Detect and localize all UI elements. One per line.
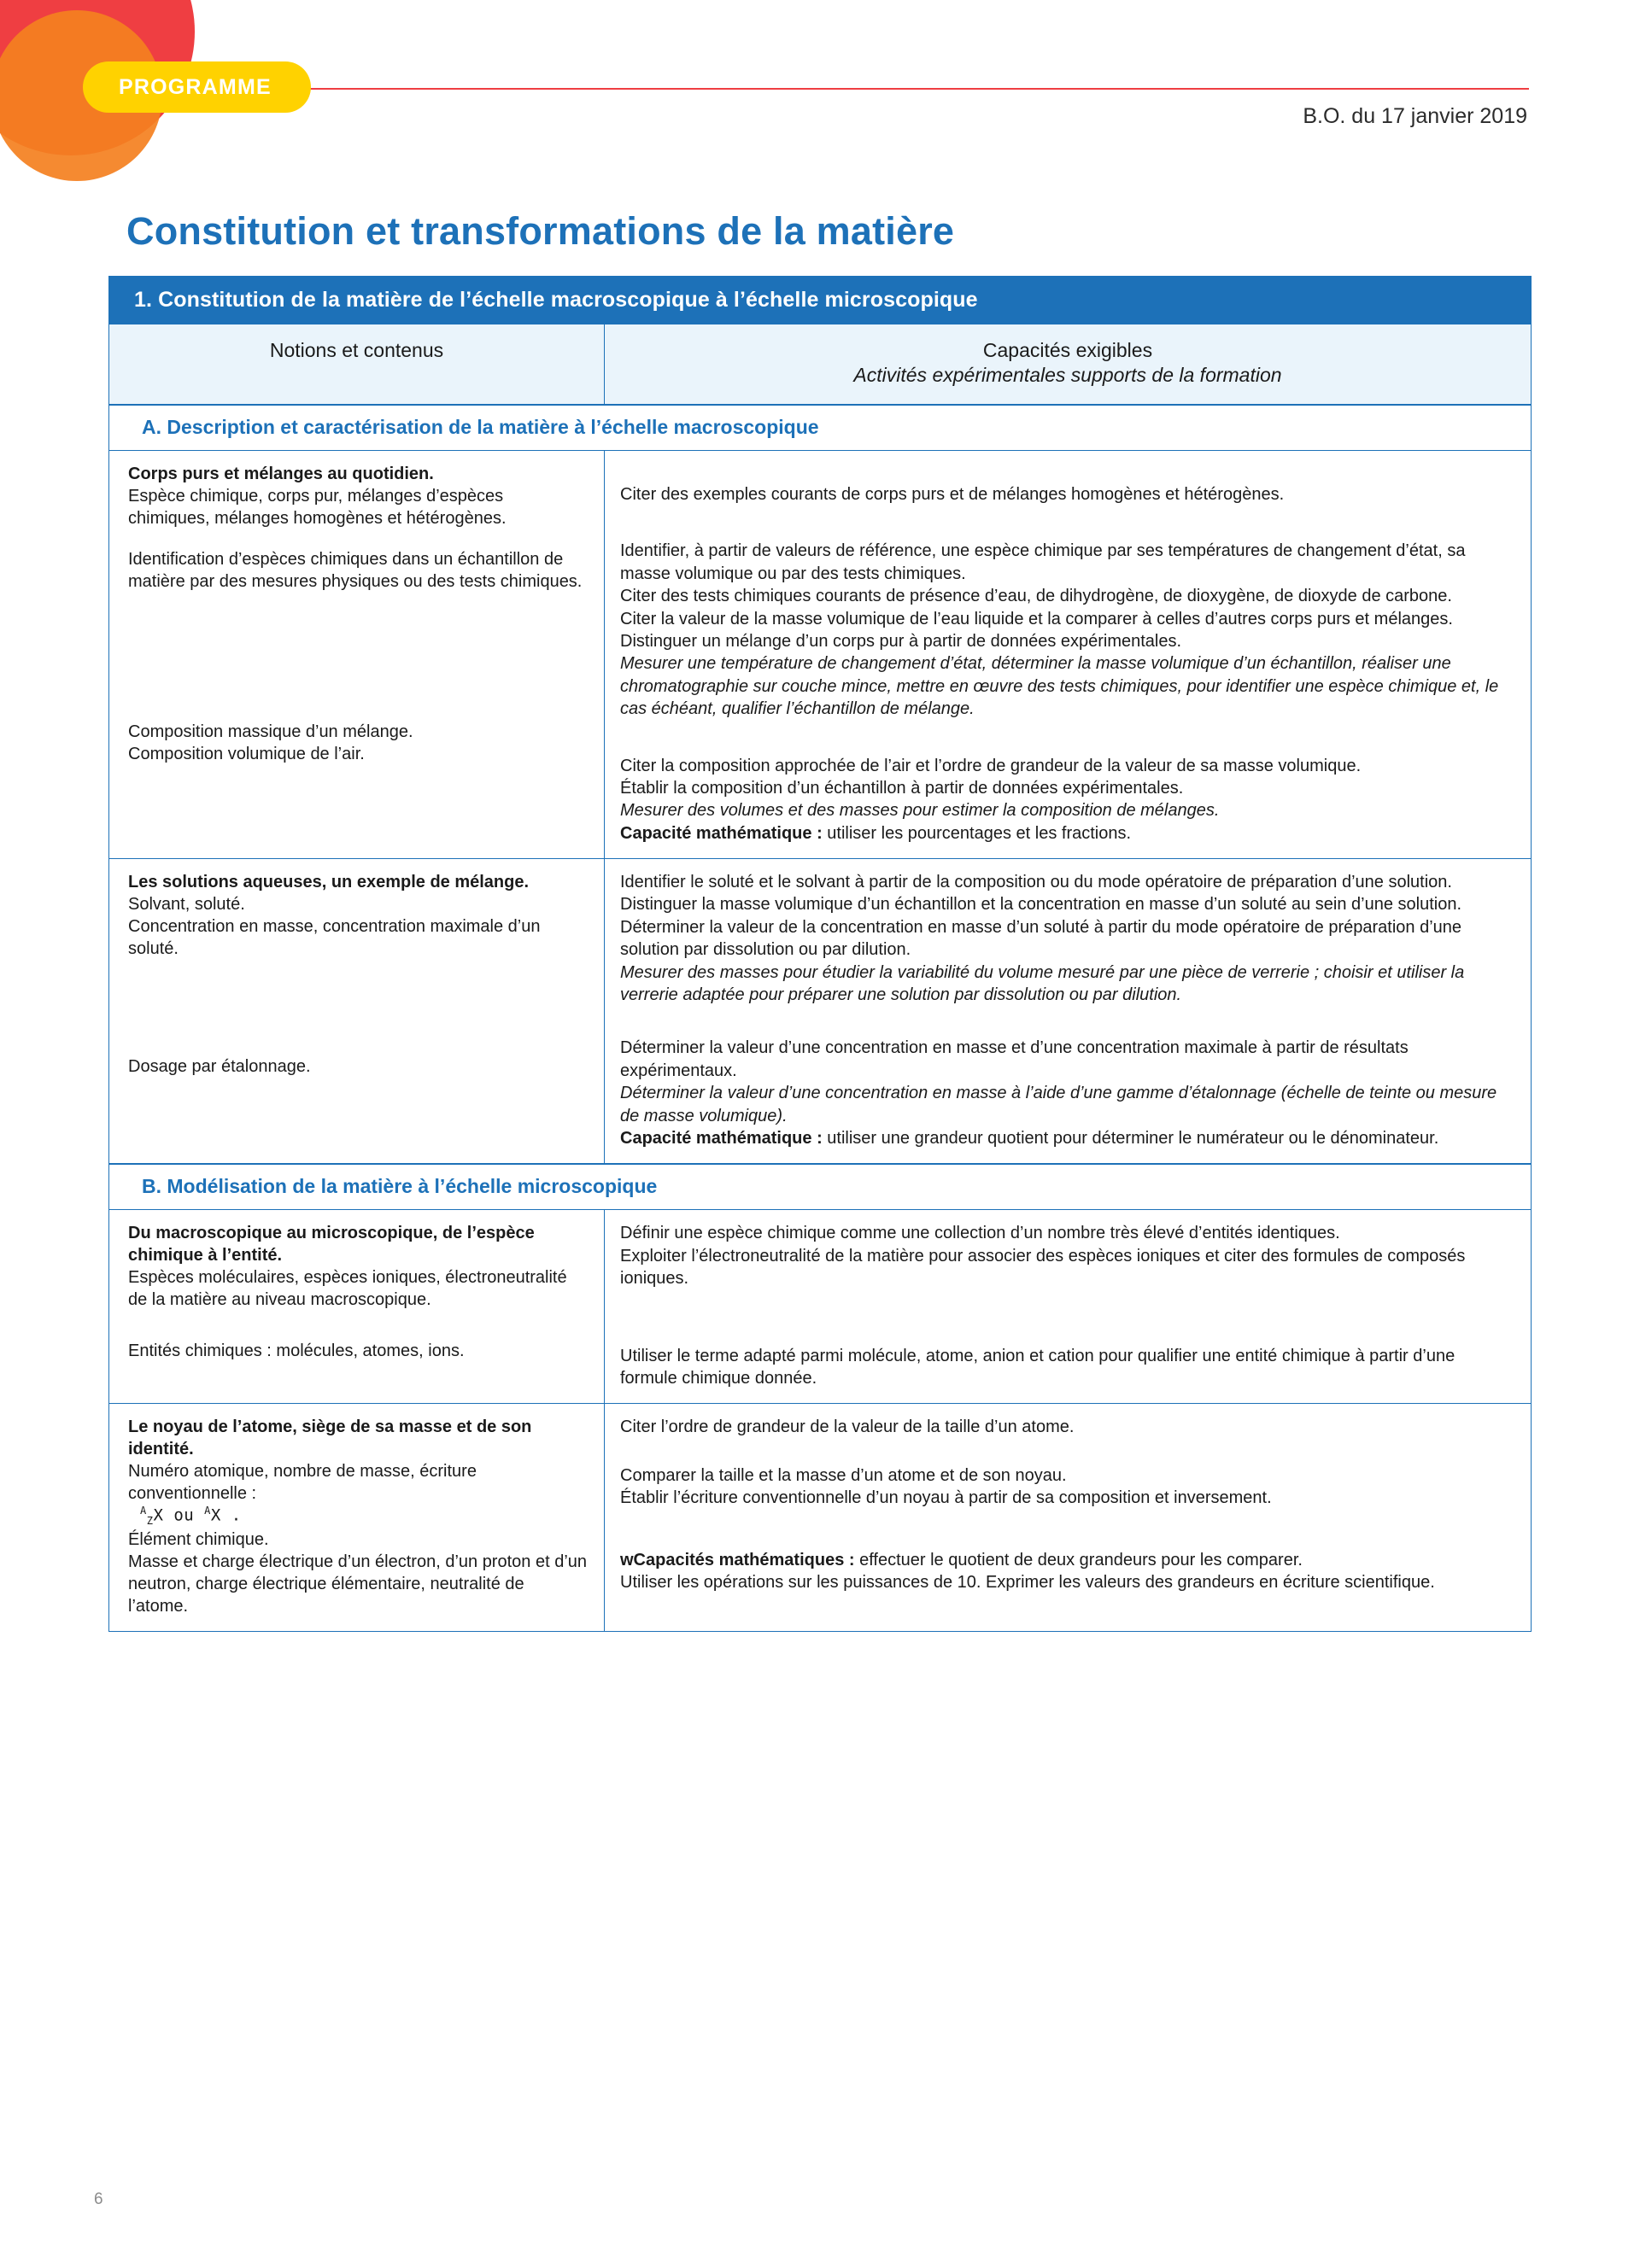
capacite-line-italic: Mesurer des masses pour étudier la variabilité du volume mesuré par une pièce de verrerie ; choisir et utiliser la verrerie adaptée pour préparer une solution par dissolution ou par dilution. [620,962,1465,1005]
notion-line: Espèces moléculaires, espèces ioniques, électroneutralité de la matière au niveau macroscopique. [128,1268,567,1310]
notion-line: Élément chimique. [128,1530,269,1550]
column-header-capacites-line1: Capacités exigibles [982,339,1153,361]
notions-cell [109,1210,605,1403]
math-text: utiliser les pourcentages et les fractions. [822,823,1132,843]
header-divider-line [308,88,1529,90]
section-heading-b: B. Modélisation de la matière à l’échelle microscopique [109,1164,1531,1210]
capacite-line: Citer des exemples courants de corps purs et de mélanges homogènes et hétérogènes. [620,485,1285,504]
notion-block [128,548,589,593]
notion-block [128,871,589,960]
notion-line: Les solutions aqueuses, un exemple de mélange. [128,873,530,892]
notion-line: Concentration en masse, concentration maximale d’un soluté. [128,917,541,959]
table-row [109,1404,1531,1631]
capacite-block [620,1416,1508,1438]
capacite-line-italic: Déterminer la valeur d’une concentration en masse à l’aide d’une gamme d’étalonnage (échelle de teinte ou mesure de masse volumique). [620,1084,1497,1125]
math-label: Capacité mathématique : [620,1128,823,1148]
capacite-line: Identifier, à partir de valeurs de référence, une espèce chimique par ses températures de changement d’état, sa masse volumique ou par des tests chimiques. [620,541,1466,583]
capacite-block [620,1464,1508,1510]
column-header-capacites-line2: Activités expérimentales supports de la formation [853,364,1282,386]
capacite-line: Distinguer un mélange d’un corps pur à partir de données expérimentales. [620,631,1182,651]
capacite-line: Établir la composition d’un échantillon à partir de données expérimentales. [620,778,1184,798]
column-header-notions: Notions et contenus [109,324,605,404]
notions-cell [109,859,605,1163]
math-label: Capacité mathématique : [620,823,823,843]
capacite-block [620,483,1508,506]
column-header-capacites [605,324,1531,404]
capacite-line: Citer la composition approchée de l’air et l’ordre de grandeur de la valeur de sa masse volumique. [620,756,1362,775]
capacite-block [620,1222,1508,1289]
capacite-block [620,1345,1508,1390]
programme-badge [83,61,311,113]
capacite-line-italic: Mesurer une température de changement d’état, déterminer la masse volumique d’un échantillon, réaliser une chromatographie sur couche mince, mettre en œuvre des tests chimiques, pour identifier une espèce chimique et, le cas échéant, qualifier l’échantillon de mélange. [620,654,1499,719]
notions-cell [109,451,605,858]
math-label: wCapacités mathématiques : [620,1550,855,1569]
capacite-line: Citer la valeur de la masse volumique de l’eau liquide et la comparer à celles d’autres corps purs et mélanges. [620,609,1453,628]
notion-line: Composition volumique de l’air. [128,745,365,763]
capacite-line: Citer des tests chimiques courants de présence d’eau, de dihydrogène, de dioxygène, de dioxyde de carbone. [620,587,1452,606]
bulletin-officiel-date: B.O. du 17 janvier 2019 [1303,104,1527,128]
notion-line: Composition massique d’un mélange. [128,722,413,741]
notion-block [128,1222,589,1311]
notions-cell [109,1404,605,1631]
notion-line: Solvant, soluté. [128,895,245,915]
capacite-line: Utiliser le terme adapté parmi molécule, atome, anion et cation pour qualifier une entité chimique à partir d’une formule chimique donnée. [620,1346,1456,1388]
capacites-cell [605,859,1531,1163]
capacite-block [620,1037,1508,1149]
notion-block [128,463,589,529]
table-row [109,859,1531,1164]
capacite-line-math [620,822,1508,845]
capacite-block [620,871,1508,1006]
table-row [109,451,1531,859]
notion-line: Masse et charge électrique d’un électron, d’un proton et d’un neutron, charge électrique élémentaire, neutralité de l’atome. [128,1552,588,1616]
capacite-line: Exploiter l’électroneutralité de la matière pour associer des espèces ioniques et citer des formules de composés ioniques. [620,1246,1466,1289]
capacite-line: Définir une espèce chimique comme une collection d’un nombre très élevé d’entités identiques. [620,1224,1340,1243]
capacite-line: Établir l’écriture conventionnelle d’un noyau à partir de sa composition et inversement. [620,1488,1272,1508]
notion-block [128,1055,589,1078]
section-heading-a: A. Description et caractérisation de la matière à l’échelle macroscopique [109,405,1531,451]
capacite-line: Distinguer la masse volumique d’un échantillon et la concentration en masse d’un soluté au sein d’une solution. [620,895,1462,915]
notion-line: Identification d’espèces chimiques dans un échantillon de matière par des mesures physiques ou des tests chimiques. [128,550,583,591]
notion-line: Espèce chimique, corps pur, mélanges d’espèces chimiques, mélanges homogènes et hétérogènes. [128,487,507,528]
capacite-block [620,1549,1508,1594]
capacites-cell [605,1210,1531,1403]
capacite-block [620,540,1508,720]
notion-line: Corps purs et mélanges au quotidien. [128,465,434,483]
capacite-line: Citer l’ordre de grandeur de la valeur de la taille d’un atome. [620,1418,1075,1437]
notion-line: Dosage par étalonnage. [128,1057,311,1077]
math-text: utiliser une grandeur quotient pour déterminer le numérateur ou le dénominateur. [822,1128,1439,1148]
capacite-line: Identifier le soluté et le solvant à partir de la composition ou du mode opératoire de préparation d’une solution. [620,873,1452,892]
notion-block [128,1340,589,1362]
table-row [109,1210,1531,1404]
programme-badge-label: PROGRAMME [119,74,272,99]
notion-line: Du macroscopique au microscopique, de l’espèce chimique à l’entité. [128,1224,535,1266]
notion-block [128,1416,589,1617]
capacite-block [620,755,1508,845]
capacite-line-math [620,1549,1508,1571]
page-title: Constitution et transformations de la matière [126,209,955,254]
capacite-line-italic: Mesurer des volumes et des masses pour estimer la composition de mélanges. [620,801,1220,821]
page-number: 6 [94,2190,103,2208]
capacite-line: Déterminer la valeur de la concentration en masse d’un soluté à partir du mode opératoire de préparation d’une solution par dissolution ou par dilution. [620,917,1462,960]
nuclide-notation: $^A_Z$X ou $^A$X . [140,1505,242,1528]
capacite-line: Utiliser les opérations sur les puissances de 10. Exprimer les valeurs des grandeurs en écriture scientifique. [620,1572,1435,1592]
capacites-cell [605,451,1531,858]
notion-block [128,721,589,765]
capacite-line: Comparer la taille et la masse d’un atome et de son noyau. [620,1465,1067,1485]
capacite-line: Déterminer la valeur d’une concentration en masse et d’une concentration maximale à partir de résultats expérimentaux. [620,1038,1409,1080]
programme-table [108,276,1532,1632]
notion-line: Numéro atomique, nombre de masse, écriture conventionnelle : [128,1462,477,1504]
capacite-line-math [620,1127,1508,1149]
notion-line: Le noyau de l’atome, siège de sa masse et de son identité. [128,1418,532,1459]
capacites-cell [605,1404,1531,1631]
notion-line: Entités chimiques : molécules, atomes, ions. [128,1342,465,1361]
math-text: effectuer le quotient de deux grandeurs pour les comparer. [854,1550,1303,1569]
chapter-heading: 1. Constitution de la matière de l’échelle macroscopique à l’échelle microscopique [109,277,1531,324]
table-column-headers [109,324,1531,405]
